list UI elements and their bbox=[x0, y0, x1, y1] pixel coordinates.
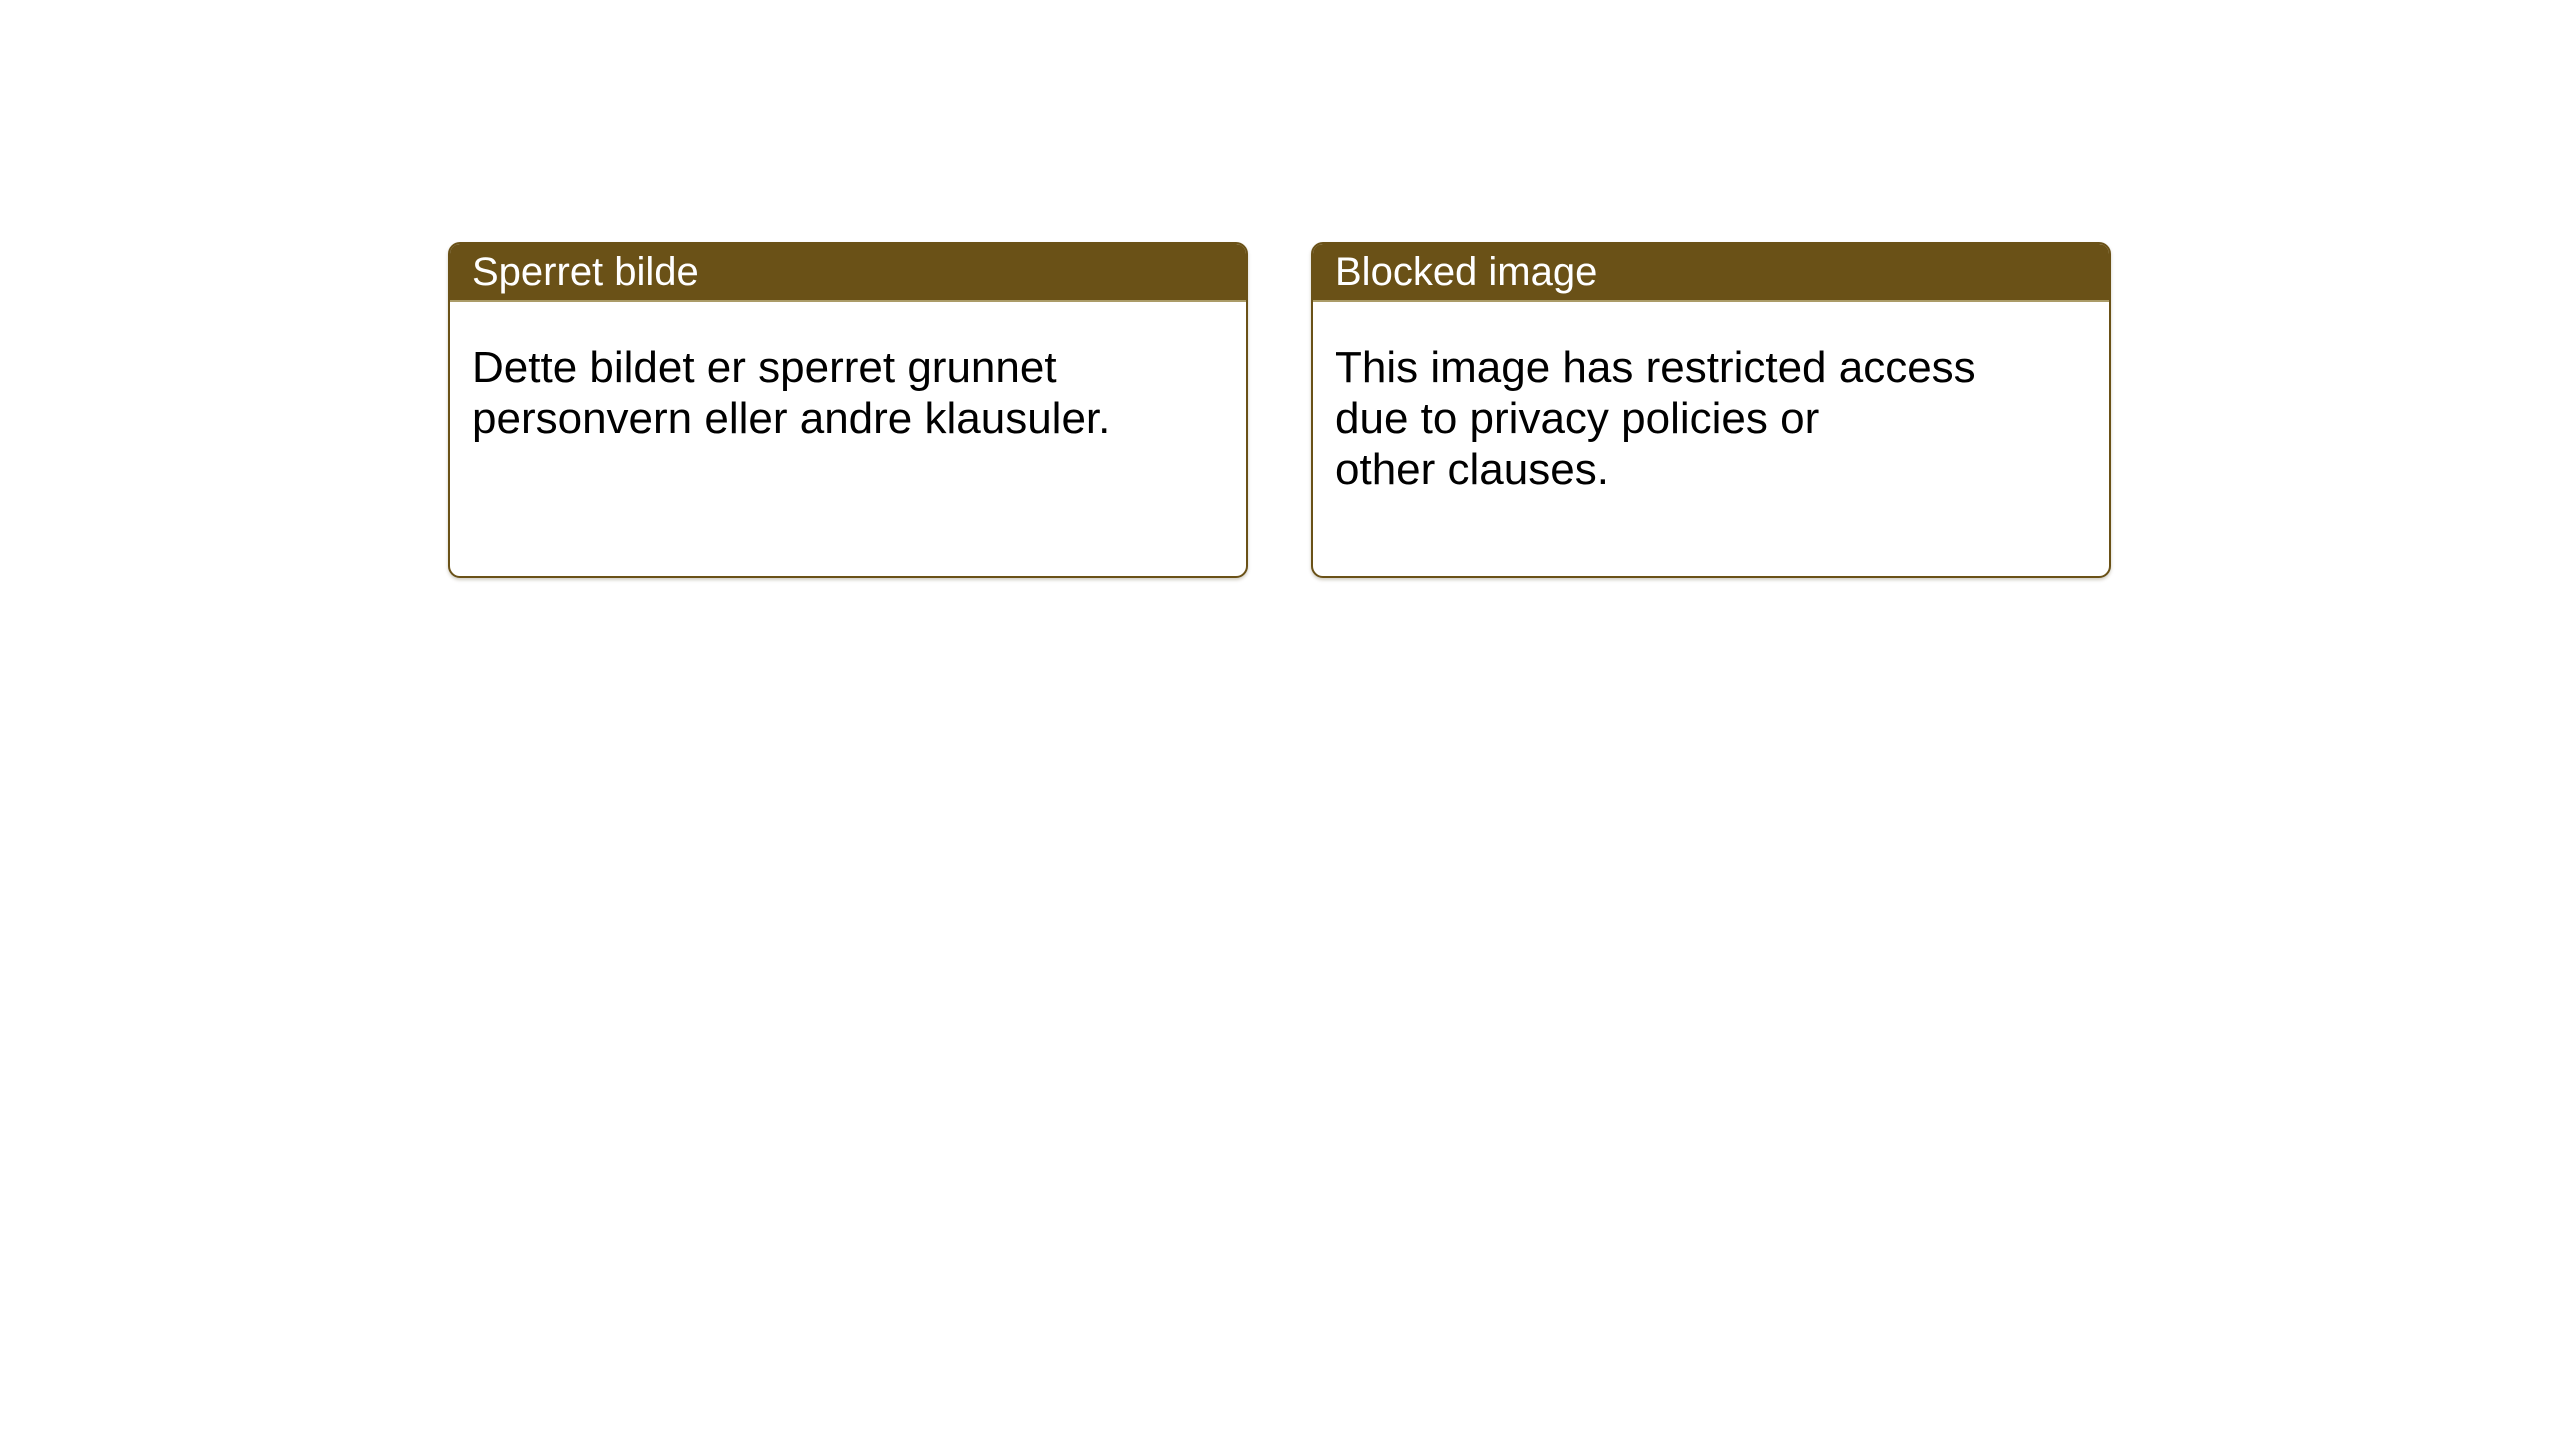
card-body-line: other clauses. bbox=[1335, 445, 1609, 494]
card-body bbox=[1313, 302, 2109, 495]
card-title: Blocked image bbox=[1335, 250, 1598, 294]
blocked-image-card-norwegian bbox=[448, 242, 1248, 578]
card-header bbox=[450, 244, 1246, 302]
card-header bbox=[1313, 244, 2109, 302]
card-body-line: personvern eller andre klausuler. bbox=[472, 394, 1111, 443]
card-body-line: This image has restricted access bbox=[1335, 343, 1976, 392]
blocked-image-card-english bbox=[1311, 242, 2111, 578]
card-title: Sperret bilde bbox=[472, 250, 699, 294]
card-body-line: Dette bildet er sperret grunnet bbox=[472, 343, 1057, 392]
card-body-line: due to privacy policies or bbox=[1335, 394, 1820, 443]
card-body bbox=[450, 302, 1246, 444]
